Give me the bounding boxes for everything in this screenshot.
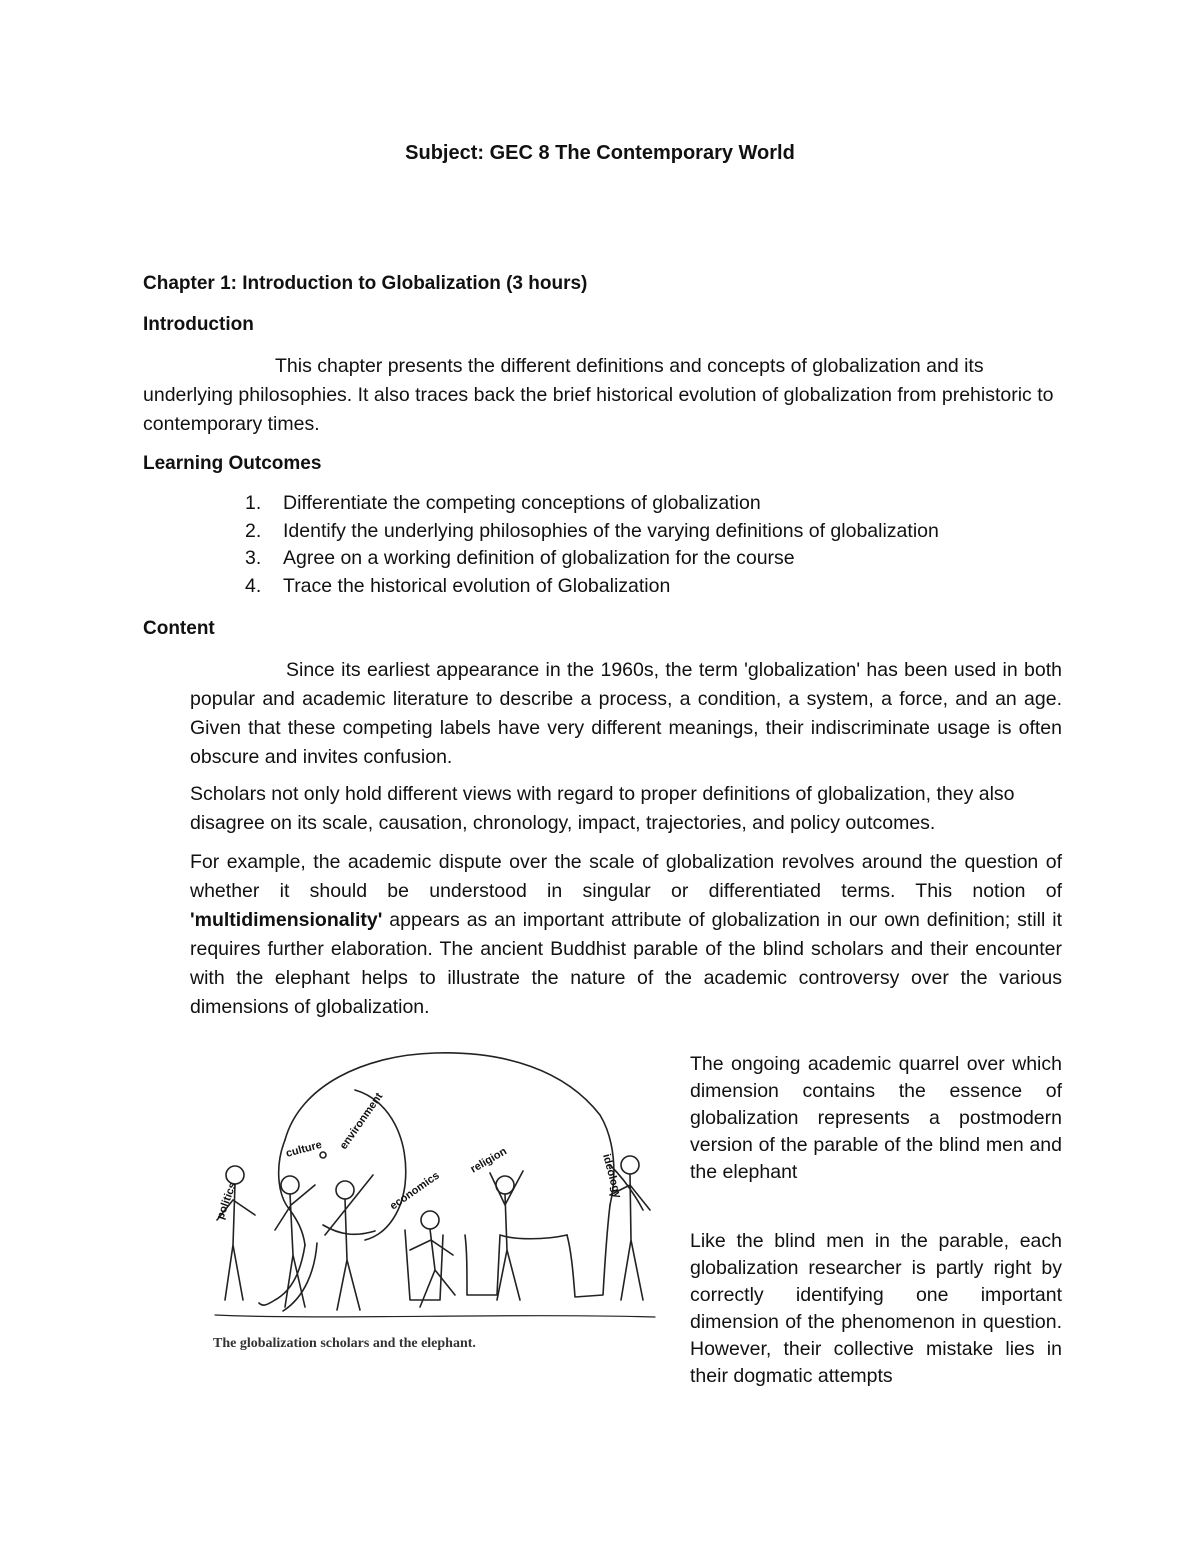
label-politics: politics: [214, 1180, 239, 1222]
label-ideology: ideology: [600, 1152, 624, 1200]
list-text: Identify the underlying philosophies of the varying definitions of globalization: [283, 519, 939, 542]
label-environment: environment: [337, 1090, 386, 1152]
chapter-title: Chapter 1: Introduction to Globalization (3 hours): [143, 273, 588, 294]
content-p3-after: appears as an important attribute of globalization in our own definition; still it requires further elaboration. The ancient Buddhist parable of the blind scholars and their encounter with the elephant helps to illustrate the nature of the academic controversy over the various dimensions of globalization.: [190, 909, 1062, 1018]
side-paragraph-1: The ongoing academic quarrel over which dimension contains the essence of globalization represents a postmodern version of the parable of the blind men and the elephant: [690, 1053, 1062, 1183]
elephant-illustration: [205, 1045, 665, 1345]
list-number: 1.: [245, 492, 262, 514]
blind-man-environment: [325, 1175, 373, 1310]
list-text: Agree on a working definition of globalization for the course: [283, 547, 795, 569]
elephant-rear-leg: [567, 1205, 610, 1297]
introduction-text: This chapter presents the different definitions and concepts of globalization and its underlying philosophies. It also traces back the brief historical evolution of globalization from prehistoric to contemporary times.: [143, 355, 1054, 435]
list-number: 2.: [245, 519, 262, 542]
introduction-paragraph: [143, 352, 1063, 439]
content-paragraph-3: [190, 848, 1062, 1022]
multidimensionality-term: 'multidimensionality': [190, 909, 383, 931]
subject-title: Subject: GEC 8 The Contemporary World: [405, 142, 795, 164]
blind-man-economics: [410, 1211, 455, 1307]
list-text: Trace the historical evolution of Globalization: [283, 574, 671, 597]
content-paragraph-1: [190, 656, 1062, 772]
blind-man-culture: [275, 1176, 315, 1307]
content-p1-text: Since its earliest appearance in the 1960s, the term 'globalization' has been used in both popular and academic literature to describe a process, a condition, a system, a force, and an age. Given that these competing labels have very different meanings, their indiscriminate usage is often obscure and invites confusion.: [190, 659, 1062, 768]
introduction-heading: Introduction: [143, 314, 254, 335]
elephant-trunk-inner: [283, 1243, 317, 1311]
content-paragraph-2: Scholars not only hold different views with regard to proper definitions of globalization, they also disagree on its scale, causation, chronology, impact, trajectories, and policy outcomes.: [190, 783, 1015, 834]
list-number: 4.: [245, 574, 262, 597]
elephant-back-outline: [285, 1053, 614, 1205]
label-culture: culture: [284, 1138, 324, 1160]
blind-man-religion: [490, 1171, 523, 1300]
learning-outcomes-list: [245, 490, 939, 600]
list-number: 3.: [245, 547, 262, 569]
elephant-eye: [320, 1152, 326, 1158]
content-p3-before: For example, the academic dispute over the scale of globalization revolves around the question of whether it should be understood in singular or differentiated terms. This notion of: [190, 851, 1062, 902]
list-item: [245, 545, 939, 573]
list-item: [245, 490, 939, 518]
list-item: [245, 573, 939, 601]
content-heading: Content: [143, 618, 215, 639]
label-religion: religion: [468, 1145, 509, 1176]
label-economics: economics: [387, 1169, 442, 1213]
figure-caption: The globalization scholars and the elephant.: [213, 1336, 476, 1351]
side-paragraph-2: Like the blind men in the parable, each globalization researcher is partly right by correctly identifying one important dimension of the phenomenon in question. However, their collective mistake lies in their dogmatic attempts: [690, 1230, 1062, 1387]
list-text: Differentiate the competing conceptions of globalization: [283, 492, 761, 514]
learning-outcomes-heading: Learning Outcomes: [143, 453, 322, 474]
list-item: [245, 518, 939, 546]
elephant-drawing: [205, 1045, 665, 1345]
elephant-front-leg: [405, 1230, 443, 1300]
elephant-tusk: [323, 1225, 375, 1234]
